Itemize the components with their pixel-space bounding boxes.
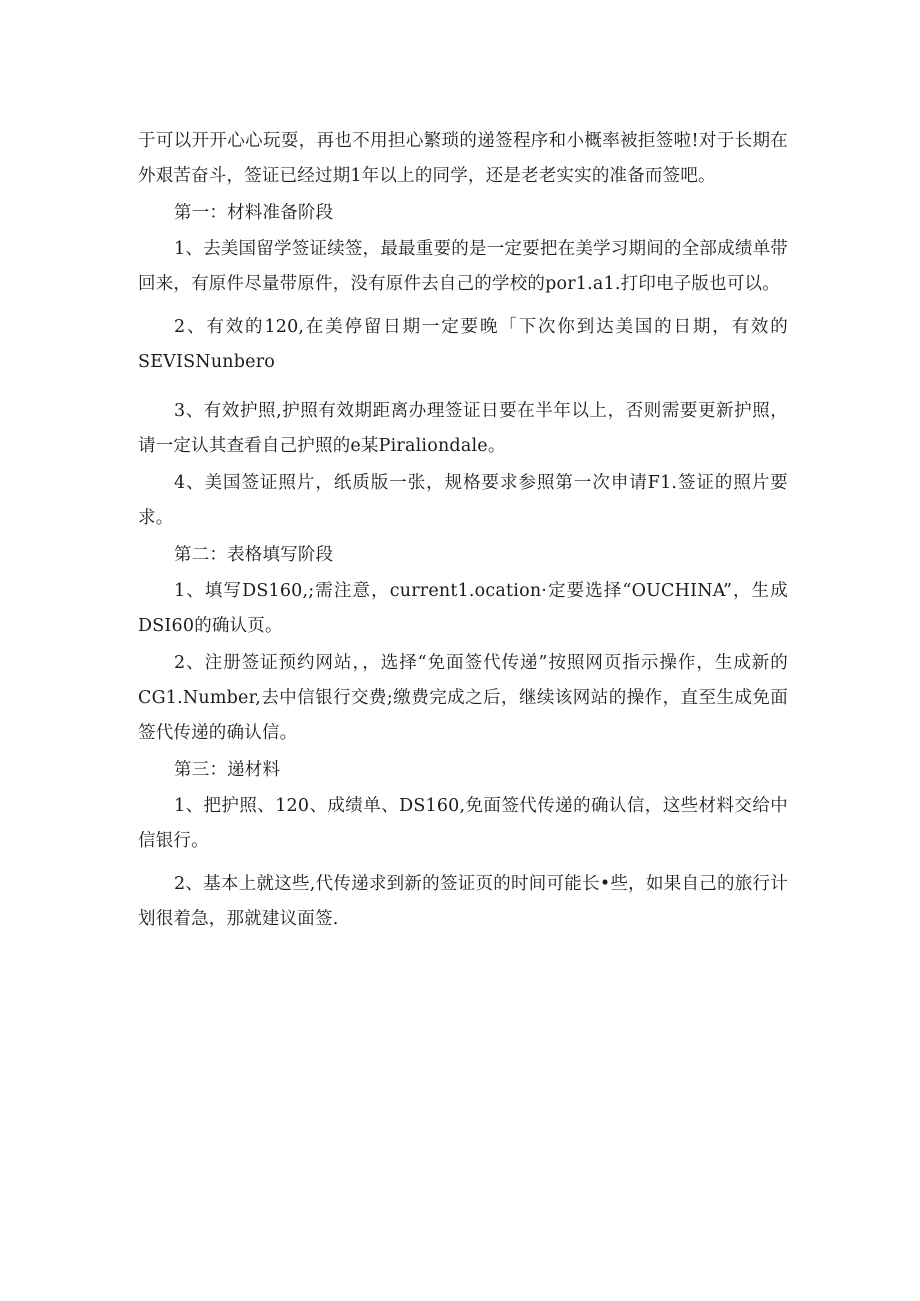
paragraph-forms-2: 2、注册签证预约网站，，选择“免面签代传递”按照网页指示操作，生成新的CG1.Number,去中信银行交费;缴费完成之后，继续该网站的操作，直至生成免面签代传递的确认信。 bbox=[138, 653, 788, 743]
paragraph-materials-3: 3、有效护照,护照有效期距离办理签证日要在半年以上，否则需要更新护照，请一定认其查看自己护照的e某Piraliondale。 bbox=[138, 401, 788, 456]
paragraph-materials-1: 1、去美国留学签证续签，最最重要的是一定要把在美学习期间的全部成绩单带回来，有原件尽量带原件，没有原件去自己的学校的por1.a1.打印电子版也可以。 bbox=[138, 239, 788, 294]
section-heading-forms: 第二：表格填写阶段 bbox=[174, 545, 334, 565]
section-heading-materials: 第一：材料准备阶段 bbox=[174, 203, 334, 223]
paragraph-materials-2: 2、有效的120,在美停留日期一定要晚「下次你到达美国的日期，有效的SEVISNunbero bbox=[138, 317, 788, 372]
paragraph-intro: 于可以开开心心玩耍，再也不用担心繁琐的递签程序和小概率被拒签啦!对于长期在外艰苦奋斗，签证已经过期1年以上的同学，还是老老实实的准备而签吧。 bbox=[138, 131, 788, 186]
paragraph-submit-2: 2、基本上就这些,代传递求到新的签证页的时间可能长•些，如果自己的旅行计划很着急，那就建议面签. bbox=[138, 874, 788, 929]
section-heading-submit: 第三：递材料 bbox=[174, 760, 281, 780]
paragraph-forms-1: 1、填写DS160,;需注意，current1.ocation·定要选择“OUCHINA”，生成DSI60的确认页。 bbox=[138, 581, 788, 636]
paragraph-submit-1: 1、把护照、120、成绩单、DS160,免面签代传递的确认信，这些材料交给中信银行。 bbox=[138, 796, 788, 851]
paragraph-materials-4: 4、美国签证照片，纸质版一张，规格要求参照第一次申请F1.签证的照片要求。 bbox=[138, 473, 788, 528]
document-body bbox=[138, 124, 788, 939]
